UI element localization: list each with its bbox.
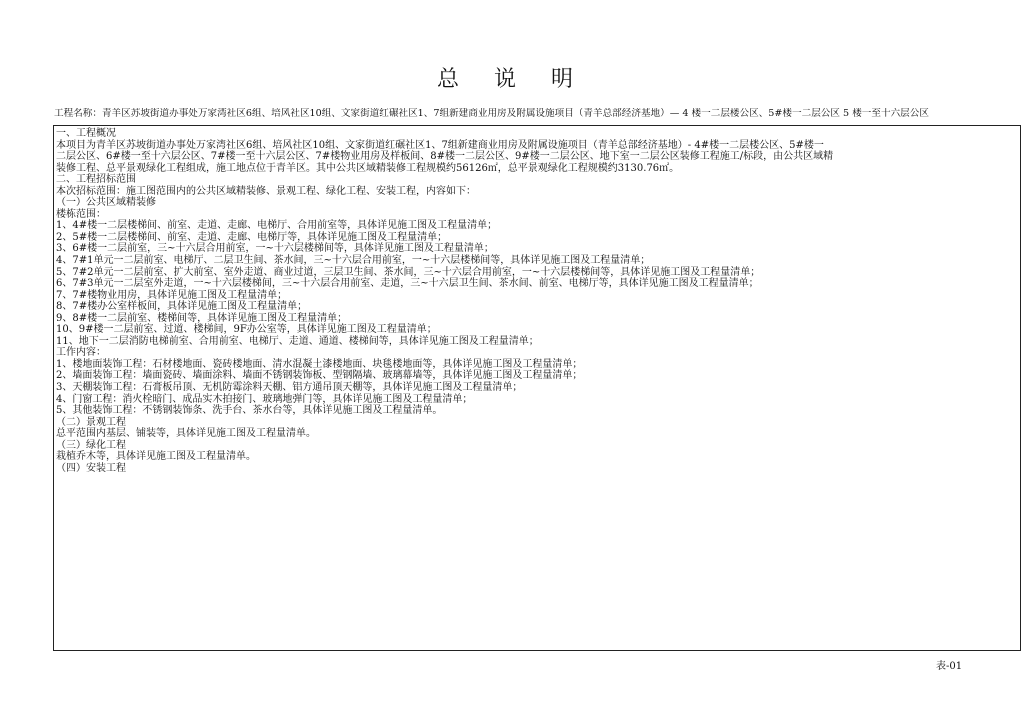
project-name-line: 工程名称：青羊区苏坡街道办事处万家湾社区6组、培风社区10组、文家街道红碾社区1、7组新建商业用房及附属设施项目（青羊总部经济基地）— 4 楼一二层楼公区、5#楼一二层公区 5 楼一至十六层公区	[54, 108, 929, 119]
description-line: （二）景观工程	[56, 416, 126, 428]
description-line: 栽植乔木等，具体详见施工图及工程量清单。	[56, 451, 256, 463]
description-line: 6、7#3单元一二层室外走道，一~十六层楼梯间，三~十六层合用前室、走道，三~十六层卫生间、茶水间、前室、电梯厅等，具体详见施工图及工程量清单；	[56, 278, 759, 290]
description-line: 工作内容：	[56, 347, 106, 359]
description-line: 3、天棚装饰工程：石膏板吊顶、无机防霉涂料天棚、铝方通吊顶天棚等，具体详见施工图及工程量清单；	[56, 382, 523, 394]
description-line: 总平范围内基层、铺装等，具体详见施工图及工程量清单。	[56, 428, 316, 440]
description-line: 装修工程、总平景观绿化工程组成，施工地点位于青羊区。其中公共区域精装修工程规模约56126㎡，总平景观绿化工程规模约3130.76㎡。	[56, 162, 680, 174]
description-line: 8、7#楼办公室样板间，具体详见施工图及工程量清单；	[56, 301, 308, 313]
description-line: 11、地下一二层消防电梯前室、合用前室、电梯厅、走道、通道、楼梯间等，具体详见施工图及工程量清单；	[56, 335, 539, 347]
description-line: 楼栋范围：	[56, 208, 106, 220]
description-line: （一）公共区域精装修	[56, 197, 156, 209]
document-title: 总 说 明	[437, 67, 587, 92]
description-line: 本项目为青羊区苏坡街道办事处万家湾社区6组、培风社区10组、文家街道红碾社区1、7组新建商业用房及附属设施项目（青羊总部经济基地）- 4#楼一二层楼公区、5#楼一	[56, 139, 824, 151]
description-line: 二层公区、6#楼一至十六层公区、7#楼一至十六层公区、7#楼物业用房及样板间、8#楼一二层公区、9#楼一二层公区、地下室一二层公区装修工程施工/标段，由公共区域精	[56, 151, 834, 163]
description-line: 5、7#2单元一二层前室、扩大前室、室外走道、商业过道，三层卫生间、茶水间，三~十六层合用前室，一~十六层楼梯间等，具体详见施工图及工程量清单；	[56, 266, 761, 278]
description-line: 本次招标范围：施工图范围内的公共区域精装修、景观工程、绿化工程、安装工程，内容如下：	[56, 185, 476, 197]
description-line: 7、7#楼物业用房，具体详见施工图及工程量清单；	[56, 289, 288, 301]
description-line: 3、6#楼一二层前室，三~十六层合用前室，一~十六层楼梯间等，具体详见施工图及工程量清单；	[56, 243, 494, 255]
description-line: （三）绿化工程	[56, 439, 126, 451]
description-line: 2、5#楼一二层楼梯间、前室、走道、走廊、电梯厅等，具体详见施工图及工程量清单；	[56, 231, 448, 243]
description-line: 10、9#楼一二层前室、过道、楼梯间，9F办公室等，具体详见施工图及工程量清单；	[56, 324, 437, 336]
description-frame	[53, 125, 1021, 651]
description-line: 二、工程招标范围	[56, 174, 136, 186]
table-number-label: 表-01	[936, 661, 963, 672]
description-line: 5、其他装饰工程：不锈钢装饰条、洗手台、茶水台等，具体详见施工图及工程量清单。	[56, 405, 443, 417]
description-line: 4、门窗工程：消火栓暗门、成品实木拍接门、玻璃地弹门等，具体详见施工图及工程量清单；	[56, 393, 473, 405]
description-body	[54, 126, 1020, 474]
description-line: 1、4#楼一二层楼梯间、前室、走道、走廊、电梯厅、合用前室等，具体详见施工图及工程量清单；	[56, 220, 498, 232]
description-line: 一、工程概况	[56, 128, 116, 139]
description-line: 2、墙面装饰工程：墙面瓷砖、墙面涂料、墙面不锈钢装饰板、型钢隔墙、玻璃幕墙等，具体详见施工图及工程量清单；	[56, 370, 583, 382]
description-line: 4、7#1单元一二层前室、电梯厅、二层卫生间、茶水间，三~十六层合用前室，一~十六层楼梯间等，具体详见施工图及工程量清单；	[56, 255, 651, 267]
description-line: 1、楼地面装饰工程：石材楼地面、瓷砖楼地面、清水混凝土漆楼地面、块毯楼地面等，具体详见施工图及工程量清单；	[56, 358, 583, 370]
description-line: （四）安装工程	[56, 462, 126, 474]
description-line: 9、8#楼一二层前室、楼梯间等，具体详见施工图及工程量清单；	[56, 312, 348, 324]
